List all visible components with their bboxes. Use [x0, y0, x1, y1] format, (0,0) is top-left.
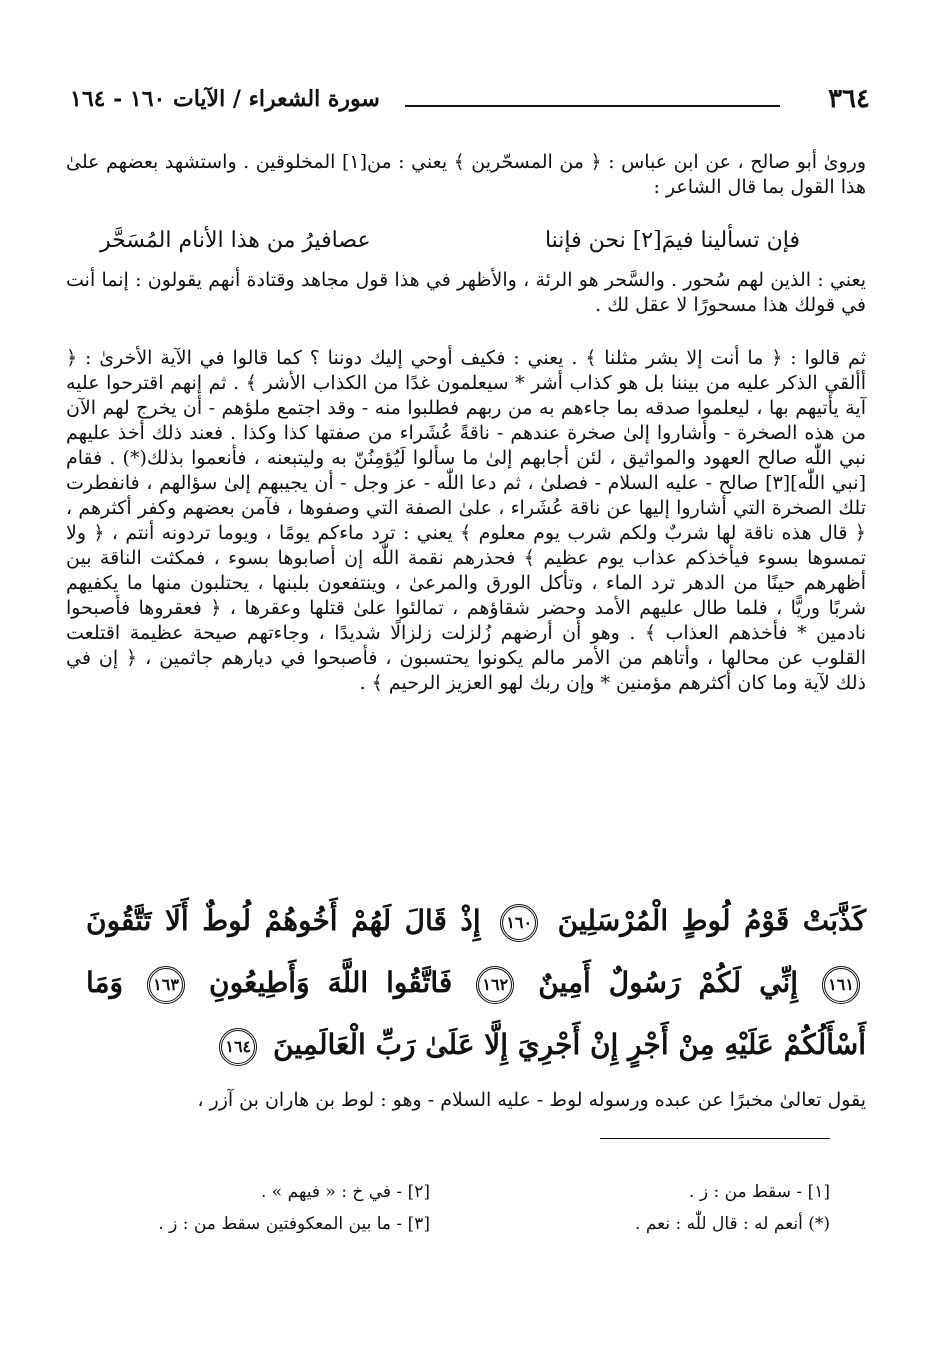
- paragraph-4: يقول تعالىٰ مخبرًا عن عبده ورسوله لوط - عليه السلام - وهو : لوط بن هاران بن آزر ،: [197, 1089, 866, 1111]
- ayah-text-161: إِذْ قَالَ لَهُمْ أَخُوهُمْ لُوطٌ أَلَا تَتَّقُونَ: [86, 904, 481, 937]
- quran-verses: [86, 890, 866, 1078]
- header-rule: [405, 105, 780, 107]
- ayah-number-160: ١٦٠: [500, 904, 538, 942]
- footnote-1: [١] - سقط من : ز .: [689, 1182, 830, 1202]
- page-header: [70, 78, 870, 118]
- paragraph-3: ثم قالوا : ﴿ ما أنت إلا بشر مثلنا ﴾ . يعني : فكيف أوحي إليك دوننا ؟ كما قالوا في الآية الأخرىٰ : ﴿ أألقي الذكر عليه من بيننا بل هو كذاب أشر * سيعلمون غدًا من الكذاب الأشر ﴾ . ثم إنهم اقترحوا عليه آية يأتيهم بها ، ليعلموا صدقه بما جاءهم به من ربهم فطلبوا منه - وقد اجتمع ملؤهم - أن يخرج لهم الآن من هذه الصخرة - وأشاروا إلىٰ صخرة عندهم - ناقةً عُشَراء من صفتها كذا وكذا . فعند ذلك أخذ عليهم نبي اللّٰه صالح العهود والمواثيق ، لئن أجابهم إلىٰ ما سألوا لَيُؤمِنُنّ به وليتبعنه ، فأنعموا بذلك(*) . فقام [نبي اللّٰه][٣] صالح - عليه السلام - فصلىٰ ، ثم دعا اللّٰه - عز وجل - أن يجيبهم إلىٰ سؤالهم ، فانفطرت تلك الصخرة التي أشاروا إليها عن ناقة عُشَراء ، علىٰ الصفة التي وصفوها ، فآمن بعضهم وكفر أكثرهم ، ﴿ قال هذه ناقة لها شربٌ ولكم شرب يوم معلوم ﴾ يعني : ترد ماءكم يومًا ، ويوما تردونه أنتم ، ﴿ ولا تمسوها بسوء فيأخذكم عذاب يوم عظيم ﴾ فحذرهم نقمة اللّٰه إن أصابوها بسوء ، فمكثت الناقة بين أظهرهم حينًا من الدهر ترد الماء ، وتأكل الورق والمرعىٰ ، وينتفعون بلبنها ، يحتلبون منها ما يكفيهم شربًا وريًّا ، فلما طال عليهم الأمد وحضر شقاؤهم ، تمالئوا علىٰ قتلها وعقرها ، ﴿ فعقروها فأصبحوا نادمين * فأخذهم العذاب ﴾ . وهو أن أرضهم زُلزلت زلزالًا شديدًا ، وجاءتهم صيحة عظيمة اقتلعت القلوب عن محالها ، وأتاهم من الأمر مالم يكونوا يحتسبون ، فأصبحوا في ديارهم جاثمين ، ﴿ إن في ذلك لآية وما كان أكثرهم مؤمنين * وإن ربك لهو العزيز الرحيم ﴾ .: [66, 347, 866, 694]
- ayah-number-161: ١٦١: [822, 966, 860, 1004]
- footnotes: [110, 1182, 830, 1242]
- verse-first-hemistich: فإن تسألينا فيمَ[٢] نحن فإننا: [544, 228, 800, 253]
- page-number: ٣٦٤: [828, 84, 870, 114]
- verse-second-hemistich: عصافيرُ من هذا الأنام المُسَحَّر: [100, 228, 371, 253]
- ayah-text-164: وَمَا أَسْأَلُكُمْ عَلَيْهِ مِنْ أَجْرٍ إِنْ أَجْرِيَ إِلَّا عَلَىٰ رَبِّ الْعَالَمِينَ: [86, 966, 866, 1061]
- ayah-text-163: فَاتَّقُوا اللَّهَ وَأَطِيعُونِ: [209, 966, 453, 999]
- footnote-2: [٢] - في خ : « فيهم » .: [261, 1182, 430, 1202]
- ayah-text-162: إِنِّي لَكُمْ رَسُولٌ أَمِينٌ: [538, 966, 799, 999]
- paragraph-1: وروىٰ أبو صالح ، عن ابن عباس : ﴿ من المسحّرين ﴾ يعني : من[١] المخلوقين . واستشهد بعضهم علىٰ هذا القول بما قال الشاعر :: [66, 151, 866, 198]
- running-title: سورة الشعراء / الآيات ١٦٠ - ١٦٤: [70, 86, 380, 112]
- ayah-number-164: ١٦٤: [219, 1028, 257, 1066]
- poetry-verse: [100, 224, 800, 264]
- footnote-star: (*) أنعم له : قال للّٰه : نعم .: [635, 1214, 830, 1234]
- ayah-text-160: كَذَّبَتْ قَوْمُ لُوطٍ الْمُرْسَلِينَ: [557, 904, 867, 937]
- ayah-number-162: ١٦٢: [476, 966, 514, 1004]
- footnote-3: [٣] - ما بين المعكوفتين سقط من : ز .: [158, 1214, 430, 1234]
- ayah-number-163: ١٦٣: [147, 966, 185, 1004]
- footnote-rule: [600, 1138, 830, 1139]
- paragraph-2: يعني : الذين لهم سُحور . والسَّحر هو الرئة ، والأظهر في هذا قول مجاهد وقتادة أنهم يقولون : إنما أنت في قولك هذا مسحورًا لا عقل لك .: [66, 269, 866, 316]
